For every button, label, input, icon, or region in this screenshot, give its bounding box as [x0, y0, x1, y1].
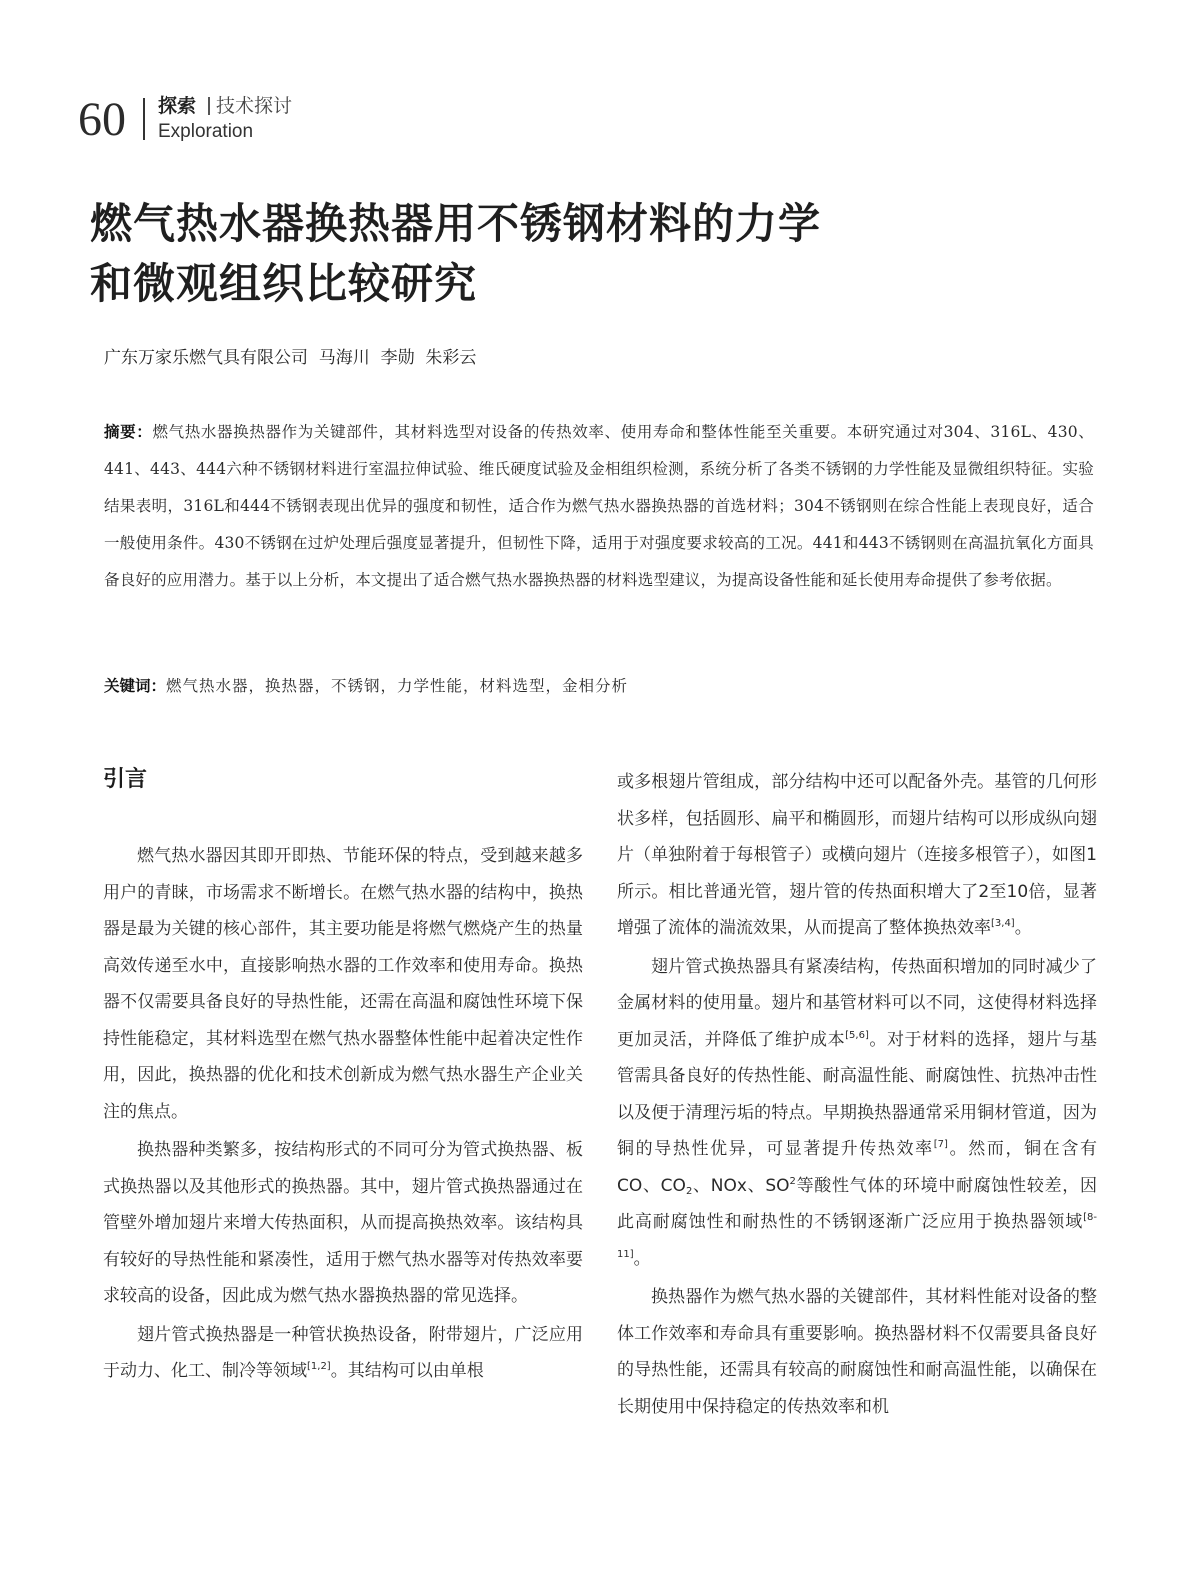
right-column: [617, 764, 1097, 1427]
keywords-label: 关键词：: [104, 677, 167, 695]
keywords: [104, 668, 1094, 705]
section-name: 探索: [158, 95, 197, 117]
keywords-text: 燃气热水器，换热器，不锈钢，力学性能，材料选型，金相分析: [166, 677, 629, 695]
paragraph: [617, 949, 1097, 1278]
section-heading-intro: 引言: [103, 767, 148, 792]
superscript: 2: [789, 1175, 796, 1187]
left-column: [103, 838, 583, 1392]
citation: [5,6]: [845, 1029, 869, 1041]
citation: [3,4]: [991, 918, 1015, 929]
citation: [7]: [933, 1139, 948, 1150]
paragraph-text: 、NOx、SO: [692, 1175, 790, 1196]
header-divider: [143, 98, 145, 140]
paragraph: [103, 1317, 583, 1390]
article-title: [90, 194, 1100, 314]
author-affiliation: 广东万家乐燃气具有限公司 马海川 李勋 朱彩云: [104, 348, 477, 368]
section-separator: [208, 97, 210, 115]
page-number: 60: [78, 93, 126, 146]
paragraph-text: 翅片管式换热器是一种管状换热设备，附带翅片，广泛应用于动力、化工、制冷等领域: [103, 1324, 583, 1381]
abstract-text: 燃气热水器换热器作为关键部件，其材料选型对设备的传热效率、使用寿命和整体性能至关重要。本研究通过对304、316L、430、441、443、444六种不锈钢材料进行室温拉伸试验、维氏硬度试验及金相组织检测，系统分析了各类不锈钢的力学性能及显微组织特征。实验结果表明，316L和444不锈钢表现出优异的强度和韧性，适合作为燃气热水器换热器的首选材料；304不锈钢则在综合性能上表现良好，适合一般使用条件。430不锈钢在过炉处理后强度显著提升，但韧性下降，适用于对强度要求较高的工况。441和443不锈钢则在高温抗氧化方面具备良好的应用潜力。基于以上分析，本文提出了适合燃气热水器换热器的材料选型建议，为提高设备性能和延长使用寿命提供了参考依据。: [104, 423, 1095, 589]
paragraph-text: 等酸性气体的环境中耐腐蚀性较差，因此高耐腐蚀性和耐热性的不锈钢逐渐广泛应用于换热器领域: [617, 1175, 1097, 1232]
subscript: 2: [685, 1185, 693, 1197]
citation: [8-11]: [617, 1212, 1097, 1260]
paragraph-text: 或多根翅片管组成，部分结构中还可以配备外壳。基管的几何形状多样，包括圆形、扁平和椭圆形，而翅片结构可以形成纵向翅片（单独附着于每根管子）或横向翅片（连接多根管子），如图1所示。相比普通光管，翅片管的传热面积增大了2至10倍，显著增强了流体的湍流效果，从而提高了整体换热效率: [617, 772, 1097, 938]
abstract: [104, 414, 1094, 599]
punctuation: 。: [1014, 918, 1032, 938]
paragraph-text: 。然而，铜在含有CO、CO: [617, 1139, 1098, 1196]
paragraph: 换热器种类繁多，按结构形式的不同可分为管式换热器、板式换热器以及其他形式的换热器。其中，翅片管式换热器通过在管壁外增加翅片来增大传热面积，从而提高换热效率。该结构具有较好的导热性能和紧凑性，适用于燃气热水器等对传热效率要求较高的设备，因此成为燃气热水器换热器的常见选择。: [103, 1140, 583, 1306]
paragraph: [617, 764, 1097, 947]
paragraph-text: 翅片管式换热器具有紧凑结构，传热面积增加的同时减少了金属材料的使用量。翅片和基管材料可以不同，这使得材料选择更加灵活，并降低了维护成本: [617, 956, 1097, 1050]
paragraph: 燃气热水器因其即开即热、节能环保的特点，受到越来越多用户的青睐，市场需求不断增长。在燃气热水器的结构中，换热器是最为关键的核心部件，其主要功能是将燃气燃烧产生的热量高效传递至水中，直接影响热水器的工作效率和使用寿命。换热器不仅需要具备良好的导热性能，还需在高温和腐蚀性环境下保持性能稳定，其材料选型在燃气热水器整体性能中起着决定性作用，因此，换热器的优化和技术创新成为燃气热水器生产企业关注的焦点。: [103, 846, 583, 1122]
citation: [1,2]: [307, 1361, 331, 1372]
paragraph-text: 。其结构可以由单根: [330, 1361, 484, 1381]
title-line-1: 燃气热水器换热器用不锈钢材料的力学: [90, 199, 822, 248]
section-subname: 技术探讨: [216, 95, 293, 117]
section-name-en: Exploration: [158, 121, 254, 142]
paragraph-text: 。对于材料的选择，翅片与基管需具备良好的传热性能、耐高温性能、耐腐蚀性、抗热冲击性以及便于清理污垢的特点。早期换热器通常采用铜材管道，因为铜的导热性优异，可显著提升传热效率: [617, 1029, 1097, 1159]
section-label: [158, 94, 292, 118]
abstract-label: 摘要：: [104, 423, 153, 441]
title-line-2: 和微观组织比较研究: [90, 259, 478, 308]
punctuation: 。: [633, 1248, 651, 1269]
paragraph: 换热器作为燃气热水器的关键部件，其材料性能对设备的整体工作效率和寿命具有重要影响。换热器材料不仅需要具备良好的导热性能，还需具有较高的耐腐蚀性和耐高温性能，以确保在长期使用中保持稳定的传热效率和机: [617, 1287, 1097, 1417]
